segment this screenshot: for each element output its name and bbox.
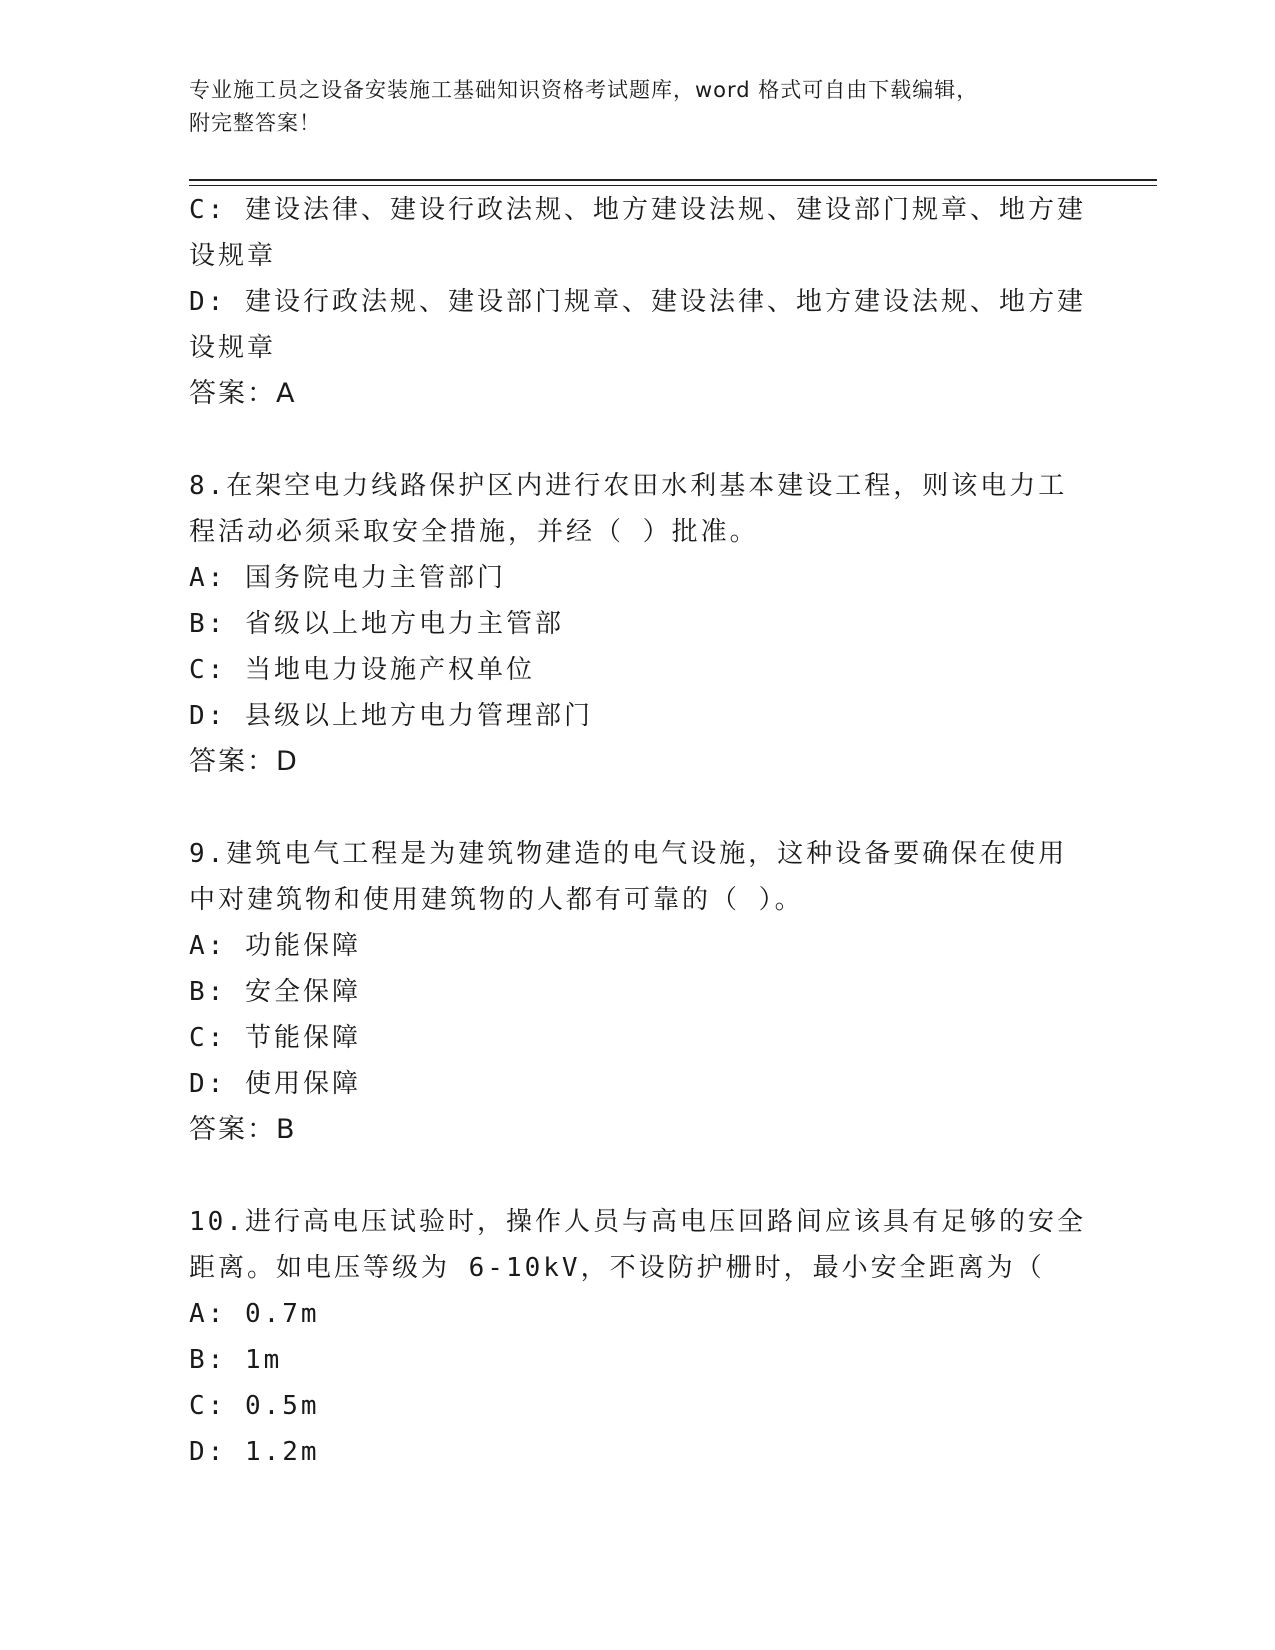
question-text-line-2: 距离。如电压等级为 6-10kV，不设防护栅时，最小安全距离为（ — [189, 1253, 1045, 1283]
option-b: B: 安全保障 — [189, 977, 361, 1007]
option-b: B: 1m — [189, 1345, 283, 1375]
option-d-line-1: D: 建设行政法规、建设部门规章、建设法律、地方建设法规、地方建 — [189, 287, 1086, 317]
header-divider-bottom — [189, 185, 1157, 186]
spacer — [189, 785, 1089, 831]
question-8 — [189, 463, 1089, 785]
option-a: A: 0.7m — [189, 1299, 320, 1329]
question-list — [189, 187, 1089, 1475]
option-c-line-1: C: 建设法律、建设行政法规、地方建设法规、建设部门规章、地方建 — [189, 195, 1086, 225]
question-9 — [189, 831, 1089, 1153]
option-c: C: 当地电力设施产权单位 — [189, 655, 535, 685]
option-c-line-2: 设规章 — [189, 241, 277, 271]
answer-label: 答案：B — [189, 1114, 297, 1145]
option-a: A: 功能保障 — [189, 931, 361, 961]
option-d: D: 1.2m — [189, 1437, 320, 1467]
option-d: D: 使用保障 — [189, 1069, 361, 1099]
option-d-line-2: 设规章 — [189, 333, 277, 363]
answer-label: 答案：D — [189, 746, 299, 777]
spacer — [189, 417, 1089, 463]
question-text-line-1: 9.建筑电气工程是为建筑物建造的电气设施，这种设备要确保在使用 — [189, 839, 1068, 869]
header-divider-top — [189, 179, 1157, 181]
header-title-line-2: 附完整答案！ — [189, 111, 321, 135]
question-text-line-1: 10.进行高电压试验时，操作人员与高电压回路间应该具有足够的安全 — [189, 1207, 1086, 1237]
question-7-tail — [189, 187, 1089, 417]
question-text-line-1: 8.在架空电力线路保护区内进行农田水利基本建设工程，则该电力工 — [189, 471, 1068, 501]
question-text-line-2: 程活动必须采取安全措施，并经（ ）批准。 — [189, 517, 759, 547]
option-b: B: 省级以上地方电力主管部 — [189, 609, 564, 639]
document-header — [189, 74, 1089, 140]
option-d: D: 县级以上地方电力管理部门 — [189, 701, 593, 731]
header-title-line-1: 专业施工员之设备安装施工基础知识资格考试题库，word 格式可自由下载编辑， — [189, 78, 979, 102]
spacer — [189, 1153, 1089, 1199]
question-text-line-2: 中对建筑物和使用建筑物的人都有可靠的（ ）。 — [189, 885, 804, 915]
option-a: A: 国务院电力主管部门 — [189, 563, 506, 593]
answer-label: 答案：A — [189, 378, 297, 409]
option-c: C: 节能保障 — [189, 1023, 361, 1053]
question-10 — [189, 1199, 1089, 1475]
option-c: C: 0.5m — [189, 1391, 320, 1421]
